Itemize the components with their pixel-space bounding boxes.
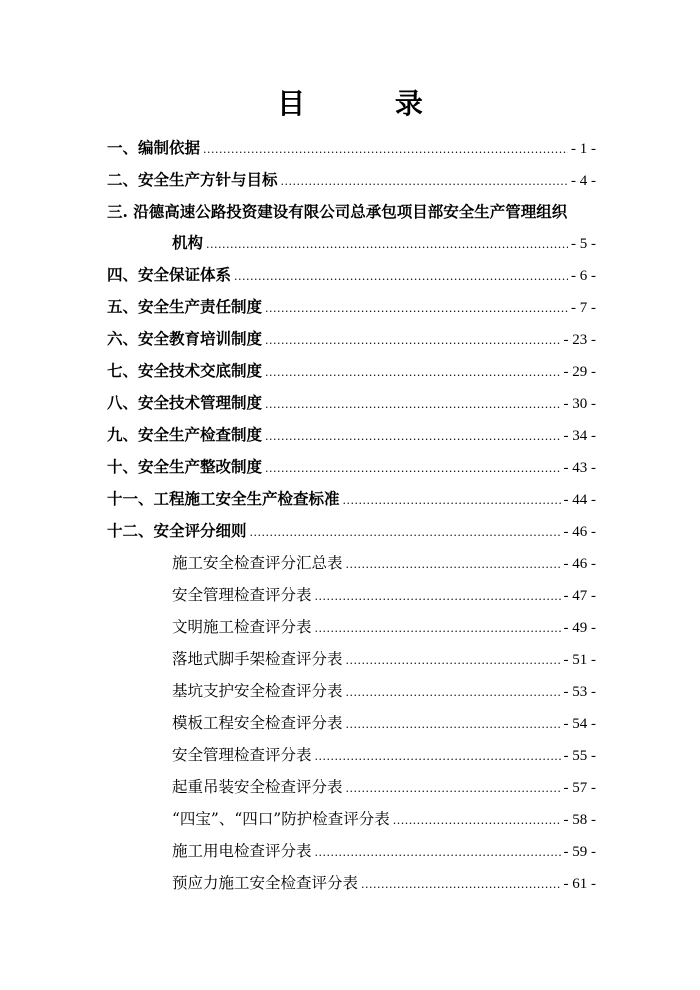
toc-entry-label: 十一、工程施工安全生产检查标准 [107, 489, 340, 508]
toc-subentry[interactable] [172, 839, 596, 865]
page-title: 目 录 [277, 87, 463, 120]
toc-entry[interactable] [107, 263, 596, 289]
toc-subentry-page: - 61 - [563, 876, 596, 892]
toc-subentry[interactable] [172, 615, 596, 641]
toc-subentry-label: 基坑支护安全检查评分表 [172, 682, 343, 700]
toc-subentry[interactable] [172, 711, 596, 737]
leader-dots [315, 585, 561, 609]
toc-entry-page: - 29 - [563, 364, 596, 380]
toc-entry-label: 三. 沿德高速公路投资建设有限公司总承包项目部安全生产管理组织 [107, 202, 568, 221]
toc-subentry[interactable] [172, 775, 596, 801]
toc-entry-page: - 43 - [563, 460, 596, 476]
toc-subentry[interactable] [172, 743, 596, 769]
leader-dots [315, 745, 561, 769]
toc-subentry-page: - 59 - [563, 844, 596, 860]
toc-subentry-page: - 49 - [563, 620, 596, 636]
toc-entry[interactable] [107, 391, 596, 417]
toc-subentry-page: - 58 - [563, 812, 596, 828]
toc-subentry-page: - 47 - [563, 588, 596, 604]
toc-entry-page: - 1 - [571, 141, 596, 157]
toc-entry[interactable] [107, 455, 596, 481]
leader-dots [206, 233, 568, 257]
leader-dots [250, 521, 561, 545]
toc-entry[interactable] [107, 136, 596, 162]
toc-entry-label: 五、安全生产责任制度 [107, 297, 263, 316]
toc-subentry-page: - 55 - [563, 748, 596, 764]
toc-subentry-page: - 51 - [563, 652, 596, 668]
toc-entry[interactable] [107, 295, 596, 321]
leader-dots [346, 777, 561, 801]
toc-subentry-label: 落地式脚手架检查评分表 [172, 650, 343, 668]
leader-dots [203, 138, 568, 162]
toc-subentry-label: 模板工程安全检查评分表 [172, 714, 343, 732]
leader-dots [393, 809, 561, 833]
toc-subentry-label: 施工安全检查评分汇总表 [172, 554, 343, 572]
toc-entry[interactable] [107, 519, 596, 545]
toc-entry-label: 四、安全保证体系 [107, 265, 232, 284]
toc-subentry[interactable] [172, 583, 596, 609]
toc-entry-label: 六、安全教育培训制度 [107, 329, 263, 348]
toc-entry-page: - 46 - [563, 524, 596, 540]
leader-dots [346, 553, 561, 577]
toc-entry-page: - 4 - [571, 173, 596, 189]
toc-subentry-label: 预应力施工安全检查评分表 [172, 874, 359, 892]
leader-dots [281, 170, 568, 194]
leader-dots [361, 873, 560, 897]
toc-entry-label: 一、编制依据 [107, 138, 201, 157]
toc-entry-page: - 34 - [563, 428, 596, 444]
toc-subentry-label: 安全管理检查评分表 [172, 746, 312, 764]
toc-entry-label: 七、安全技术交底制度 [107, 361, 263, 380]
toc-subentry[interactable] [172, 551, 596, 577]
toc-subentry[interactable] [172, 871, 596, 897]
toc-entry-label: 二、安全生产方针与目标 [107, 170, 278, 189]
leader-dots [346, 649, 561, 673]
toc-entry[interactable] [107, 359, 596, 385]
leader-dots [265, 329, 560, 353]
toc-entry[interactable] [107, 423, 596, 449]
toc-entry-label: 十二、安全评分细则 [107, 521, 247, 540]
toc-subentry-label: 安全管理检查评分表 [172, 586, 312, 604]
toc-subentry-page: - 57 - [563, 780, 596, 796]
toc-subentry-label: 文明施工检查评分表 [172, 618, 312, 636]
toc-entry-page: - 44 - [563, 492, 596, 508]
leader-dots [346, 713, 561, 737]
toc-entry-multiline-first[interactable] [107, 200, 596, 224]
toc-entry-page: - 5 - [571, 236, 596, 252]
toc-entry-label: 十、安全生产整改制度 [107, 457, 263, 476]
leader-dots [265, 457, 560, 481]
leader-dots [346, 681, 561, 705]
toc-subentry-label: “四宝”、“四口”防护检查评分表 [172, 810, 390, 828]
leader-dots [315, 617, 561, 641]
leader-dots [265, 425, 560, 449]
toc-subentry-label: 施工用电检查评分表 [172, 842, 312, 860]
leader-dots [234, 265, 568, 289]
leader-dots [343, 489, 561, 513]
toc-entry-page: - 7 - [571, 300, 596, 316]
toc-entry-label: 八、安全技术管理制度 [107, 393, 263, 412]
toc-entry[interactable] [107, 168, 596, 194]
leader-dots [265, 361, 560, 385]
toc-subentry[interactable] [172, 647, 596, 673]
toc-entry-page: - 6 - [571, 268, 596, 284]
toc-subentry[interactable] [172, 679, 596, 705]
toc-entry[interactable] [107, 487, 596, 513]
toc-subentry[interactable] [172, 807, 596, 833]
leader-dots [265, 297, 568, 321]
leader-dots [265, 393, 560, 417]
leader-dots [315, 841, 561, 865]
toc-subentry-page: - 54 - [563, 716, 596, 732]
toc-subentry-page: - 46 - [563, 556, 596, 572]
toc-entry-multiline-cont[interactable] [172, 231, 596, 257]
toc-entry-label: 机构 [172, 233, 204, 252]
toc-entry-page: - 30 - [563, 396, 596, 412]
toc-entry[interactable] [107, 327, 596, 353]
toc-subentry-page: - 53 - [563, 684, 596, 700]
toc-subentry-label: 起重吊装安全检查评分表 [172, 778, 343, 796]
toc-entry-label: 九、安全生产检查制度 [107, 425, 263, 444]
toc-entry-page: - 23 - [563, 332, 596, 348]
